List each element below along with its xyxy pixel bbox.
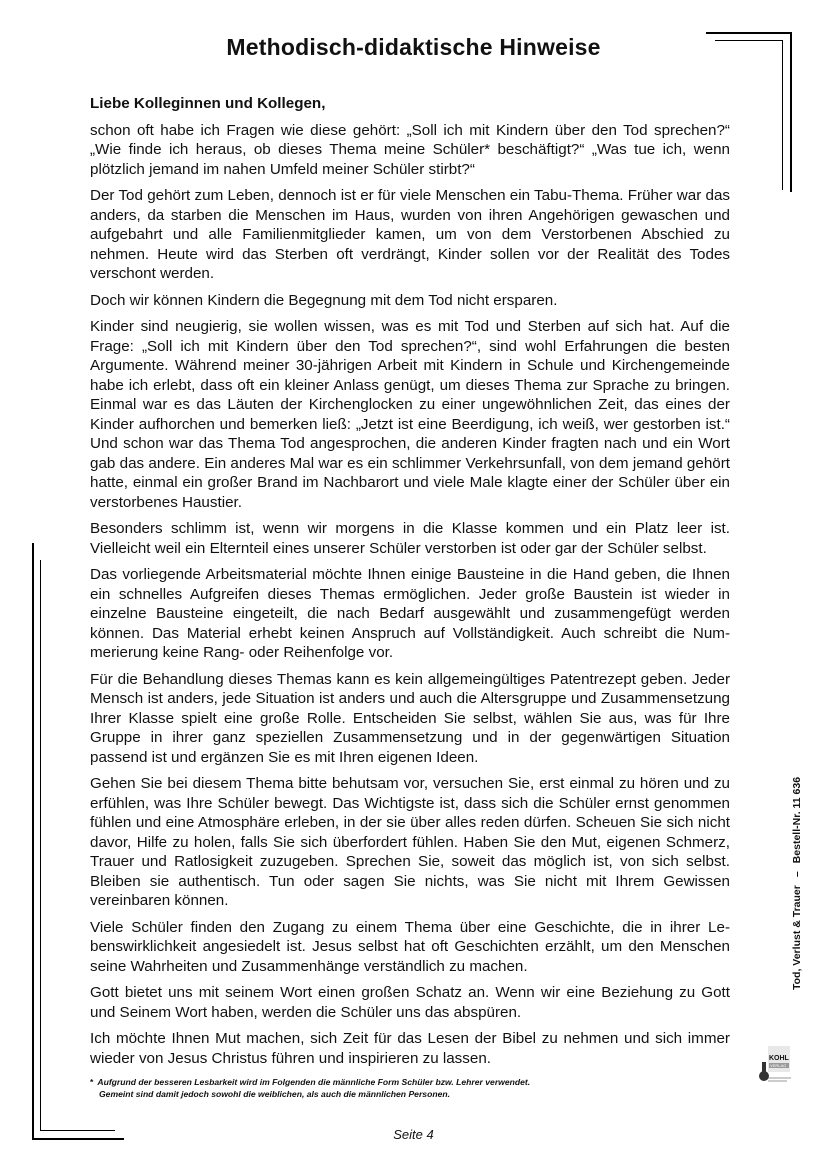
paragraph-10: Gott bietet uns mit seinem Wort einen großen Schatz an. Wenn wir eine Beziehung zu Gott und Seinem Wort haben, werden die Schüler uns das abspüren.: [90, 984, 730, 1021]
publisher-logo-icon: [757, 1040, 793, 1086]
frame-top-line-1: [706, 32, 792, 34]
paragraph-7: Für die Behandlung dieses Themas kann es kein allgemeingültiges Patentrezept geben. Jeder Mensch ist anders, jede Situation ist anders und auch die Altersgruppe und Zusammensetzung Ihrer Klasse spielt eine große Rolle. Entscheiden Sie selbst, wählen Sie aus, was für Ihre Gruppe in ihrer ganz speziellen Zusammensetzung und in der gegenwärtigen Situation passend ist und ergänzen Sie es mit Ihren eigenen Ideen.: [90, 670, 730, 766]
logo-brand-text: KOHL: [769, 1055, 789, 1062]
frame-left-line-1: [32, 543, 34, 1140]
footnote-line-2: Gemeint sind damit jedoch sowohl die weiblichen, als auch die männlichen Personen.: [99, 1089, 450, 1099]
paragraph-2: Der Tod gehört zum Leben, dennoch ist er für viele Menschen ein Tabu-Thema. Früher war das anders, da starben die Menschen im Haus, wurden von ihren Angehörigen gewaschen und aufgebahrt und alle Familienmitglieder kamen, um von dem Verstorbenen Abschied zu nehmen. Heute wird das Sterben oft verdrängt, Kinder sollen vor der Realität des Todes verschont werden.: [90, 187, 730, 282]
side-label-product: Tod, Verlust & Trauer: [791, 885, 803, 990]
footnote-line-1: Aufgrund der besseren Lesbarkeit wird im Folgenden die männliche Form Schüler bzw. Lehrer verwendet.: [97, 1077, 531, 1087]
page-number: Seite 4: [393, 1127, 434, 1142]
side-label: [791, 777, 803, 990]
frame-bottom-line-2: [40, 1130, 115, 1131]
paragraph-1: schon oft habe ich Fragen wie diese gehört: „Soll ich mit Kindern über den Tod sprechen?“ „Wie finde ich heraus, ob dieses Thema meine Schüler* beschäftigt?“ „Was tue ich, wenn plötzlich jemand im nahen Umfeld meiner Schüler stirbt?“: [90, 121, 730, 178]
paragraph-8: Gehen Sie bei diesem Thema bitte behutsam vor, versuchen Sie, erst einmal zu hören und zu erfühlen, was Ihre Schüler bewegt. Das Wichtigste ist, dass sich die Schüler ernst genommen fühlen und eine Atmosphäre erleben, in der sie über alles reden dürfen. Scheuen Sie sich nicht davor, Hilfe zu holen, falls Sie sich überfordert fühlen. Haben Sie den Mut, eigenen Schmerz, Trauer und Ratlosigkeit zuzugeben. Sprechen Sie, soweit das möglich ist, von sich selbst. Bleiben sie authentisch. Tun oder sagen Sie nichts, was Sie nicht mit Ihrem Gewissen vereinbaren können.: [90, 775, 730, 909]
frame-left-line-2: [40, 560, 41, 1131]
paragraph-6: Das vorliegende Arbeitsmaterial möchte Ihnen einige Bausteine in die Hand geben, die Ihnen ein schnelles Aufgreifen dieses Themas ermöglichen. Jeder große Baustein ist wieder in einzelne Bausteine eingeteilt, die nach Bedarf ausgewählt und zusammengefügt werden können. Das Material erhebt keinen Anspruch auf Vollständigkeit. Auch schreibt die Nummerierung keine Rang- oder Reihenfolge vor.: [90, 566, 730, 661]
paragraph-11: Ich möchte Ihnen Mut machen, sich Zeit für das Lesen der Bibel zu nehmen und sich immer wieder von Jesus Christus führen und inspirieren zu lassen.: [90, 1030, 730, 1067]
frame-bottom-line-1: [32, 1138, 124, 1140]
paragraph-4: Kinder sind neugierig, sie wollen wissen, was es mit Tod und Sterben auf sich hat. Auf die Frage: „Soll ich mit Kindern über den Tod sprechen?“, sind wohl Erfahrungen die besten Argumente. Während meiner 30-jährigen Arbeit mit Kindern in Schule und Kirchengemeinde habe ich erlebt, dass oft ein kleiner Anlass genügt, um dieses Thema zur Sprache zu bringen. Einmal war es das Läuten der Kirchenglocken zu einer ungewöhnlichen Zeit, das eines der Kinder aufhorchen und bemerken ließ: „Jetzt ist eine Beerdigung, ich weiß, wer gestorben ist.“ Und schon war das Thema Tod angesprochen, die anderen Kinder fragten nach und ein Wort gab das andere. Ein anderes Mal war es ein schlimmer Verkehrsunfall, von dem jemand gehört hatte, einmal ein großer Brand im Nachbarort und viele Male klagte einer der Schüler über ein verstorbenes Haustier.: [90, 318, 730, 511]
frame-right-line-1: [790, 32, 792, 192]
side-label-separator: –: [791, 871, 803, 878]
logo-tag-text: VERLAG: [770, 1063, 787, 1069]
paragraph-9: Viele Schüler finden den Zugang zu einem Thema über eine Geschichte, die in ihrer Lebenswirklichkeit angesiedelt ist. Jesus selbst hat oft Geschichten erzählt, um den Menschen seine Wahrheiten und Zusammenhänge verständlich zu machen.: [90, 918, 730, 975]
frame-top-line-2: [715, 40, 783, 41]
page-title: Methodisch-didaktische Hinweise: [226, 34, 601, 60]
paragraph-3: Doch wir können Kindern die Begegnung mit dem Tod nicht ersparen.: [90, 291, 558, 309]
main-text: [90, 94, 730, 1075]
salutation: Liebe Kolleginnen und Kollegen,: [90, 95, 326, 112]
footnote-mark: *: [90, 1077, 94, 1087]
side-label-order-number: Bestell-Nr. 11 636: [791, 776, 803, 864]
publisher-logo: [757, 1040, 793, 1086]
footnote: [90, 1076, 690, 1100]
frame-right-line-2: [782, 40, 783, 190]
paragraph-5: Besonders schlimm ist, wenn wir morgens in die Klasse kommen und ein Platz leer ist. Vielleicht weil ein Elternteil eines unserer Schüler verstorben ist oder gar der Schüler selbst.: [90, 520, 730, 557]
